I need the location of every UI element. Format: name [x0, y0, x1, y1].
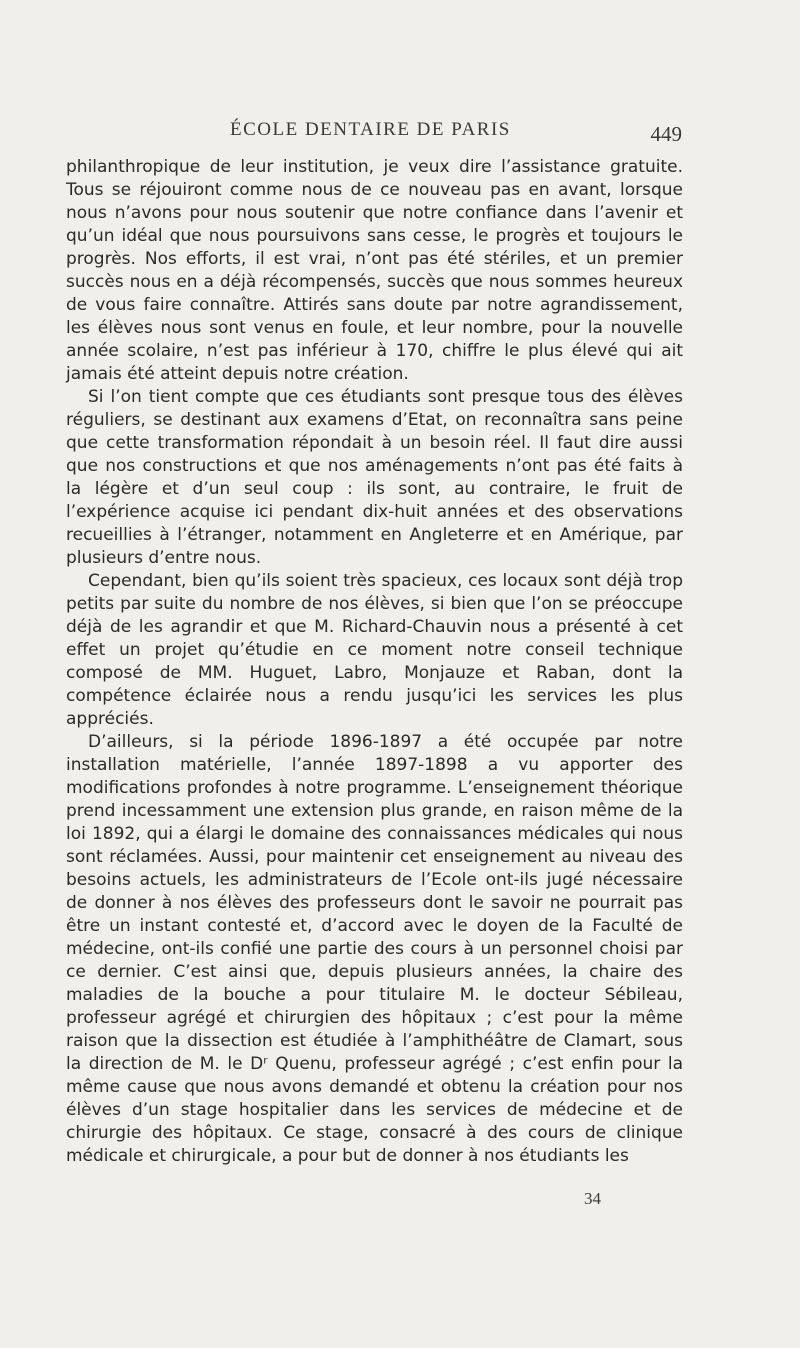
- running-title: ÉCOLE DENTAIRE DE PARIS: [230, 119, 511, 140]
- paragraph-4: D’ailleurs, si la période 1896-1897 a été occupée par notre installation matérielle, l’année 1897-1898 a vu apporter des modifications profondes à notre programme. L’enseignement théorique prend incessamment une extension plus grande, en raison même de la loi 1892, qui a élargi le domaine des connaissances médicales qui nous sont réclamées. Aussi, pour maintenir cet enseignement au niveau des besoins actuels, les administrateurs de l’Ecole ont-ils jugé nécessaire de donner à nos élèves des professeurs dont le savoir ne pourrait pas être un instant contesté et, d’accord avec le doyen de la Faculté de médecine, ont-ils confié une partie des cours à un personnel choisi par ce dernier. C’est ainsi que, depuis plusieurs années, la chaire des maladies de la bouche a pour titulaire M. le docteur Sébileau, professeur agrégé et chirurgien des hôpitaux ; c’est pour la même raison que la dissection est étudiée à l’amphithéâtre de Clamart, sous la direction de M. le Dʳ Quenu, professeur agrégé ; c’est enfin pour la même cause que nous avons demandé et obtenu la création pour nos élèves d’un stage hospitalier dans les services de médecine et de chirurgie des hôpitaux. Ce stage, consacré à des cours de clinique médicale et chirurgicale, a pour but de donner à nos étudiants les: [66, 732, 683, 1166]
- body-text: [66, 156, 683, 1168]
- paragraph-2: Si l’on tient compte que ces étudiants sont presque tous des élèves réguliers, se destinant aux examens d’Etat, on reconnaîtra sans peine que cette transformation répondait à un besoin réel. Il faut dire aussi que nos constructions et que nos aménagements n’ont pas été faits à la légère et d’un seul coup : ils sont, au contraire, le fruit de l’expérience acquise ici pendant dix-huit années et des observations recueillies à l’étranger, notamment en Angleterre et en Amérique, par plusieurs d’entre nous.: [66, 387, 683, 568]
- paragraph-1: philanthropique de leur institution, je veux dire l’assistance gratuite. Tous se réjouiront comme nous de ce nouveau pas en avant, lorsque nous n’avons pour nous soutenir que notre confiance dans l’avenir et qu’un idéal que nous poursuivons sans cesse, le progrès et toujours le progrès. Nos efforts, il est vrai, n’ont pas été stériles, et un premier succès nous en a déjà récompensés, succès que nous sommes heureux de vous faire connaître. Attirés sans doute par notre agrandissement, les élèves nous sont venus en foule, et leur nombre, pour la nouvelle année scolaire, n’est pas inférieur à 170, chiffre le plus élevé qui ait jamais été atteint depuis notre création.: [66, 157, 683, 384]
- paragraph-3: Cependant, bien qu’ils soient très spacieux, ces locaux sont déjà trop petits par suite du nombre de nos élèves, si bien que l’on se préoccupe déjà de les agrandir et que M. Richard-Chauvin nous a présenté à cet effet un projet qu’étudie en ce moment notre conseil technique composé de MM. Huguet, Labro, Monjauze et Raban, dont la compétence éclairée nous a rendu jusqu’ici les services les plus appréciés.: [66, 571, 683, 729]
- page-number: 449: [650, 122, 682, 146]
- signature-mark: 34: [584, 1189, 601, 1208]
